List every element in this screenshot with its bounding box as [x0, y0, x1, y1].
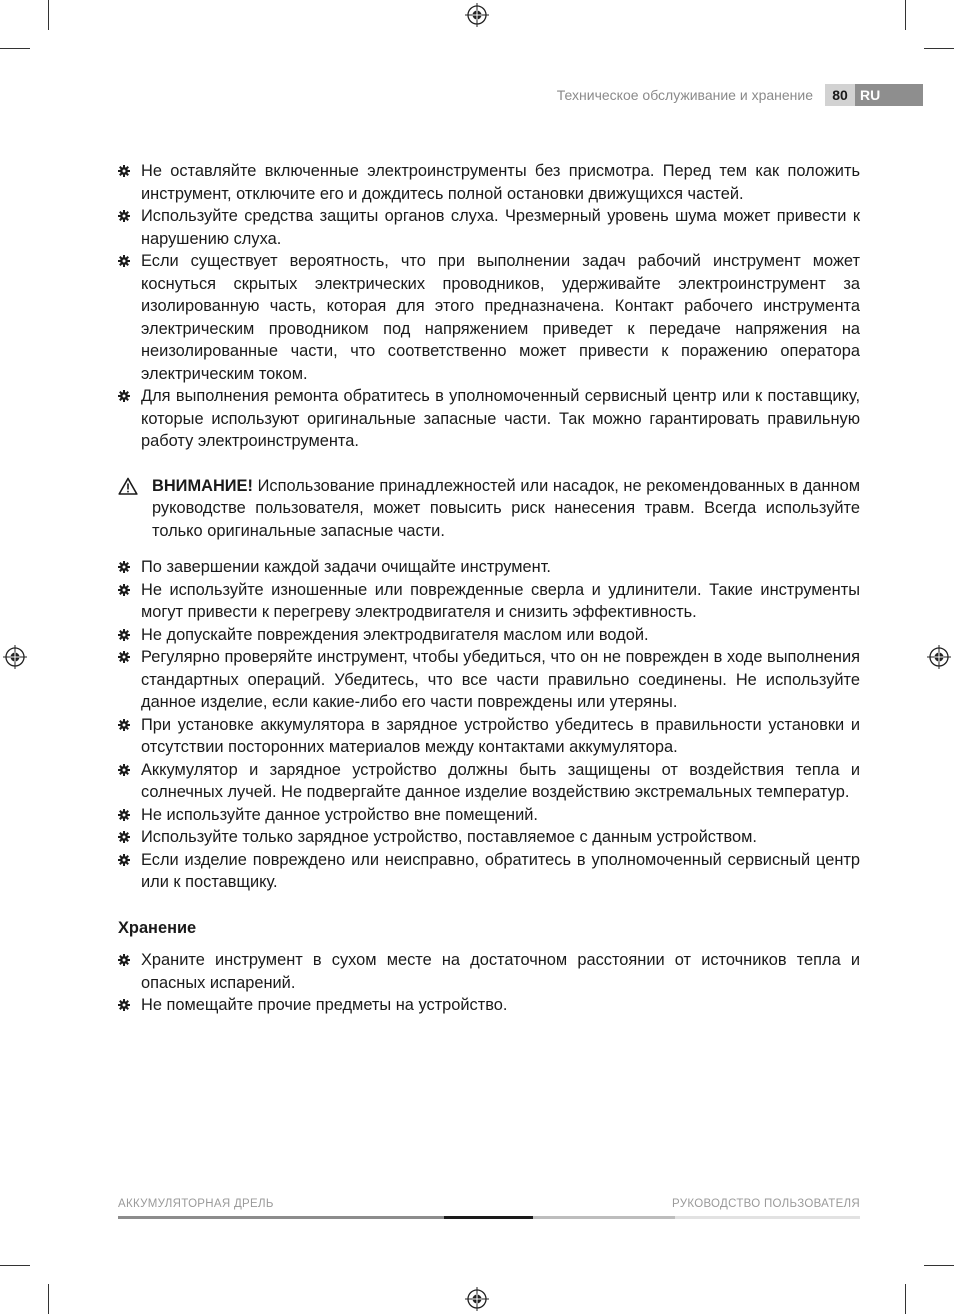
list-item: При установке аккумулятора в зарядное устройство убедитесь в правильности установки и отсутствии посторонних материалов между контактами аккумулятора.	[118, 714, 860, 759]
page-header	[0, 84, 954, 106]
footer-bar-segment	[675, 1216, 860, 1219]
section-header-title: Техническое обслуживание и хранение	[556, 87, 813, 103]
list-item: Не допускайте повреждения электродвигателя маслом или водой.	[118, 624, 860, 647]
bullet-list-storage	[118, 949, 860, 1017]
registration-mark-icon	[3, 645, 27, 669]
list-item: Не используйте данное устройство вне помещений.	[118, 804, 860, 827]
list-item: По завершении каждой задачи очищайте инструмент.	[118, 556, 860, 579]
gear-bullet-icon	[118, 809, 130, 821]
warning-triangle-icon	[118, 477, 138, 495]
gear-bullet-icon	[118, 561, 130, 573]
page-content	[118, 160, 860, 1017]
registration-mark-icon	[465, 3, 489, 27]
crop-mark	[48, 1284, 49, 1314]
page-number: 80	[825, 84, 855, 106]
warning-note	[118, 475, 860, 543]
crop-mark	[0, 48, 30, 49]
gear-bullet-icon	[118, 954, 130, 966]
list-item: Храните инструмент в сухом месте на достаточном расстоянии от источников тепла и опасных испарений.	[118, 949, 860, 994]
footer-bar-segment	[118, 1216, 444, 1219]
gear-bullet-icon	[118, 255, 130, 267]
gear-bullet-icon	[118, 629, 130, 641]
crop-mark	[0, 1265, 30, 1266]
footer-document-type: РУКОВОДСТВО ПОЛЬЗОВАТЕЛЯ	[672, 1198, 860, 1210]
list-item: Аккумулятор и зарядное устройство должны быть защищены от воздействия тепла и солнечных лучей. Не подвергайте данное изделие воздействию экстремальных температур.	[118, 759, 860, 804]
list-item: Используйте только зарядное устройство, поставляемое с данным устройством.	[118, 826, 860, 849]
gear-bullet-icon	[118, 210, 130, 222]
bullet-list-top	[118, 160, 860, 453]
gear-bullet-icon	[118, 584, 130, 596]
warning-text: Использование принадлежностей или насадок, не рекомендованных в данном руководстве пользователя, может повысить риск нанесения травм. Всегда используйте только оригинальные запасные части.	[152, 476, 860, 540]
crop-mark	[905, 0, 906, 30]
crop-mark	[48, 0, 49, 30]
list-item: Если изделие повреждено или неисправно, обратитесь в уполномоченный сервисный центр или к поставщику.	[118, 849, 860, 894]
crop-mark	[924, 1265, 954, 1266]
gear-bullet-icon	[118, 854, 130, 866]
list-item: Не используйте изношенные или поврежденные сверла и удлинители. Такие инструменты могут привести к перегреву электродвигателя и снизить эффективность.	[118, 579, 860, 624]
footer-bar-segment	[533, 1216, 675, 1219]
footer-bar-segment	[444, 1216, 533, 1219]
list-item: Регулярно проверяйте инструмент, чтобы убедиться, что он не поврежден в ходе выполнения стандартных операций. Убедитесь, что все части правильно соединены. Не используйте данное изделие, если какие-либо его части повреждены или утеряны.	[118, 646, 860, 714]
list-item: Для выполнения ремонта обратитесь в уполномоченный сервисный центр или к поставщику, которые используют оригинальные запасные части. Так можно гарантировать правильную работу электроинструмента.	[118, 385, 860, 453]
gear-bullet-icon	[118, 651, 130, 663]
list-item: Если существует вероятность, что при выполнении задач рабочий инструмент может коснуться скрытых электрических проводников, удерживайте электроинструмент за изолированную часть, которая для этого предназначена. Контакт рабочего инструмента электрическим проводником под напряжением приведет к передаче напряжения на неизолированные части, что соответственно может привести к поражению оператора электрическим током.	[118, 250, 860, 385]
registration-mark-icon	[927, 645, 951, 669]
gear-bullet-icon	[118, 764, 130, 776]
gear-bullet-icon	[118, 719, 130, 731]
storage-section-title: Хранение	[118, 918, 197, 937]
registration-mark-icon	[465, 1287, 489, 1311]
crop-mark	[924, 48, 954, 49]
page-footer	[118, 1198, 860, 1222]
gear-bullet-icon	[118, 831, 130, 843]
crop-mark	[905, 1284, 906, 1314]
list-item: Используйте средства защиты органов слуха. Чрезмерный уровень шума может привести к нарушению слуха.	[118, 205, 860, 250]
bullet-list-middle	[118, 556, 860, 894]
list-item: Не помещайте прочие предметы на устройство.	[118, 994, 860, 1017]
warning-label: ВНИМАНИЕ!	[152, 476, 253, 495]
gear-bullet-icon	[118, 390, 130, 402]
footer-product-name: АККУМУЛЯТОРНАЯ ДРЕЛЬ	[118, 1198, 274, 1210]
list-item: Не оставляйте включенные электроинструменты без присмотра. Перед тем как положить инструмент, отключите его и дождитесь полной остановки движущихся частей.	[118, 160, 860, 205]
language-badge: RU	[855, 84, 923, 106]
gear-bullet-icon	[118, 165, 130, 177]
gear-bullet-icon	[118, 999, 130, 1011]
